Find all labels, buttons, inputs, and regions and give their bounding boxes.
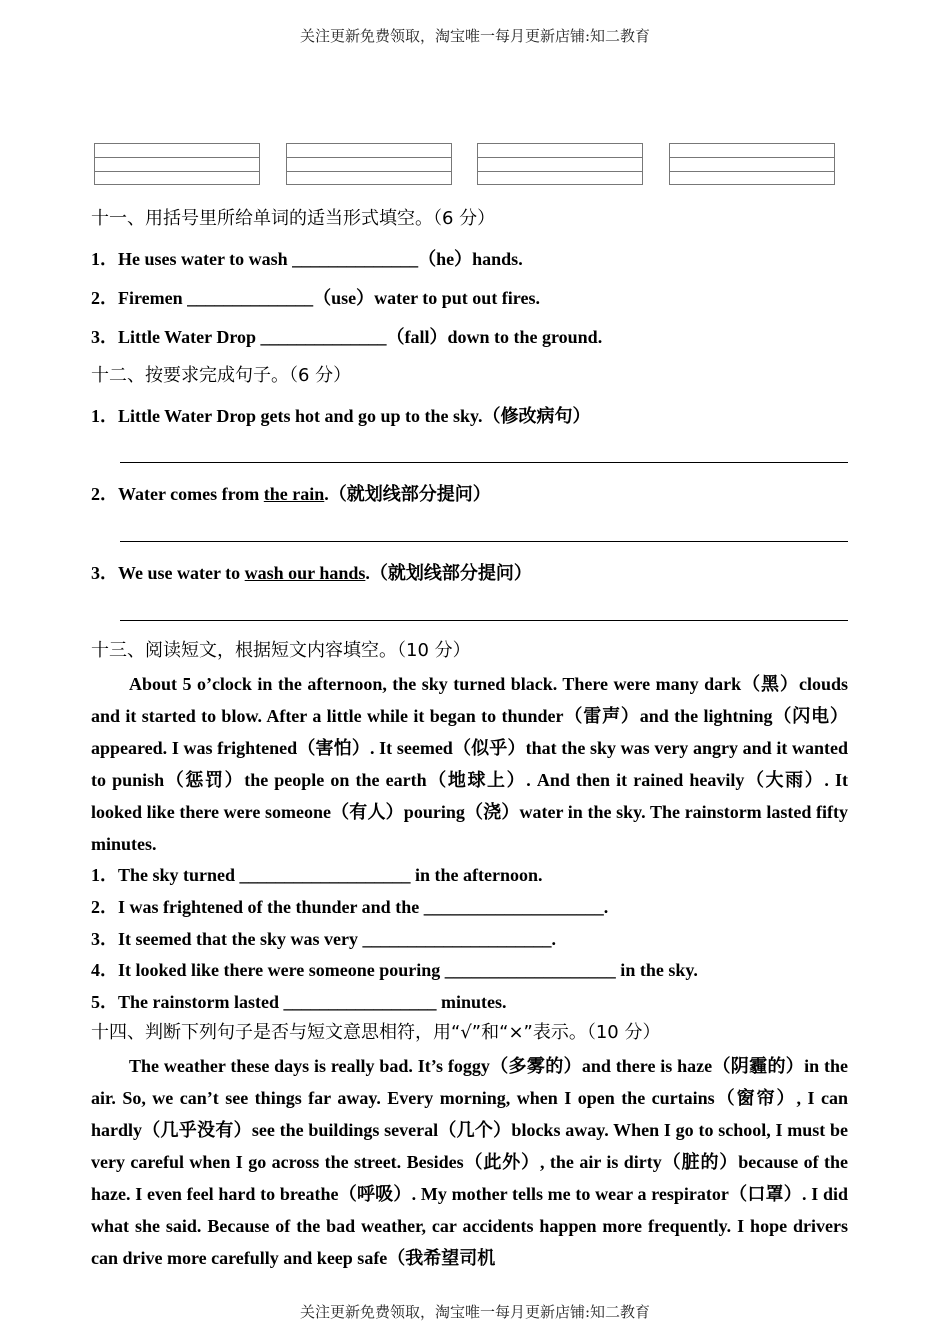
section-13-question-2: 2．I was frightened of the thunder and the ____________________. bbox=[91, 897, 609, 917]
section-13-question-5: 5．The rainstorm lasted _________________ minutes. bbox=[91, 992, 507, 1012]
answer-line[interactable] bbox=[120, 462, 848, 463]
section-11-question-1: 1．He uses water to wash ______________（he）hands. bbox=[91, 249, 523, 269]
writing-boxes bbox=[94, 143, 838, 187]
page-footer: 关注更新免费领取，淘宝唯一每月更新店铺:知二教育 bbox=[299, 1303, 651, 1321]
section-11-question-2: 2．Firemen ______________（use）water to put out fires. bbox=[91, 288, 540, 308]
section-13-question-3: 3．It seemed that the sky was very _____________________. bbox=[91, 929, 556, 949]
writing-box[interactable] bbox=[94, 143, 260, 185]
section-11-question-3: 3．Little Water Drop ______________（fall）down to the ground. bbox=[91, 327, 603, 347]
section-13-passage: About 5 o’clock in the afternoon, the sky turned black. There were many dark（黑）clouds and it started to blow. After a little while it began to thunder（雷声）and the lightning（闪电）appeared. I was frightened（害怕）. It seemed（似乎）that the sky was very angry and it wanted to punish（惩罚）the people on the earth（地球上）. And then it rained heavily（大雨）. It looked like there were someone（有人）pouring（浇）water in the sky. The rainstorm lasted fifty minutes. bbox=[91, 674, 848, 854]
section-12-question-3: 3．We use water to wash our hands.（就划线部分提问） bbox=[91, 563, 532, 583]
writing-box[interactable] bbox=[286, 143, 452, 185]
section-11-title: 十一、用括号里所给单词的适当形式填空。（6 分） bbox=[91, 208, 496, 229]
section-12-question-1: 1．Little Water Drop gets hot and go up to the sky.（修改病句） bbox=[91, 406, 591, 426]
section-14-title: 十四、判断下列句子是否与短文意思相符，用“√”和“×”表示。（10 分） bbox=[91, 1022, 661, 1043]
section-13-title: 十三、阅读短文，根据短文内容填空。（10 分） bbox=[91, 640, 471, 661]
answer-line[interactable] bbox=[120, 620, 848, 621]
page-header: 关注更新免费领取，淘宝唯一每月更新店铺:知二教育 bbox=[299, 27, 651, 45]
writing-box[interactable] bbox=[669, 143, 835, 185]
answer-line[interactable] bbox=[120, 541, 848, 542]
section-12-question-2: 2．Water comes from the rain.（就划线部分提问） bbox=[91, 484, 491, 504]
section-14-passage: The weather these days is really bad. It’s foggy（多雾的）and there is haze（阴霾的）in the air. So, we can’t see things far away. Every morning, when I open the curtains（窗帘）, I can hardly（几乎没有）see the buildings several（几个）blocks away. When I go to school, I must be very careful when I go across the street. Besides（此外）, the air is dirty（脏的）because of the haze. I even feel hard to breathe（呼吸）. My mother tells me to wear a respirator（口罩）. I did what she said. Because of the bad weather, car accidents happen more frequently. I hope drivers can drive more carefully and keep safe（我希望司机 bbox=[91, 1056, 848, 1268]
writing-box[interactable] bbox=[477, 143, 643, 185]
section-13-question-1: 1．The sky turned ___________________ in the afternoon. bbox=[91, 865, 543, 885]
section-12-title: 十二、按要求完成句子。（6 分） bbox=[91, 365, 352, 386]
section-13-question-4: 4．It looked like there were someone pouring ___________________ in the sky. bbox=[91, 960, 698, 980]
